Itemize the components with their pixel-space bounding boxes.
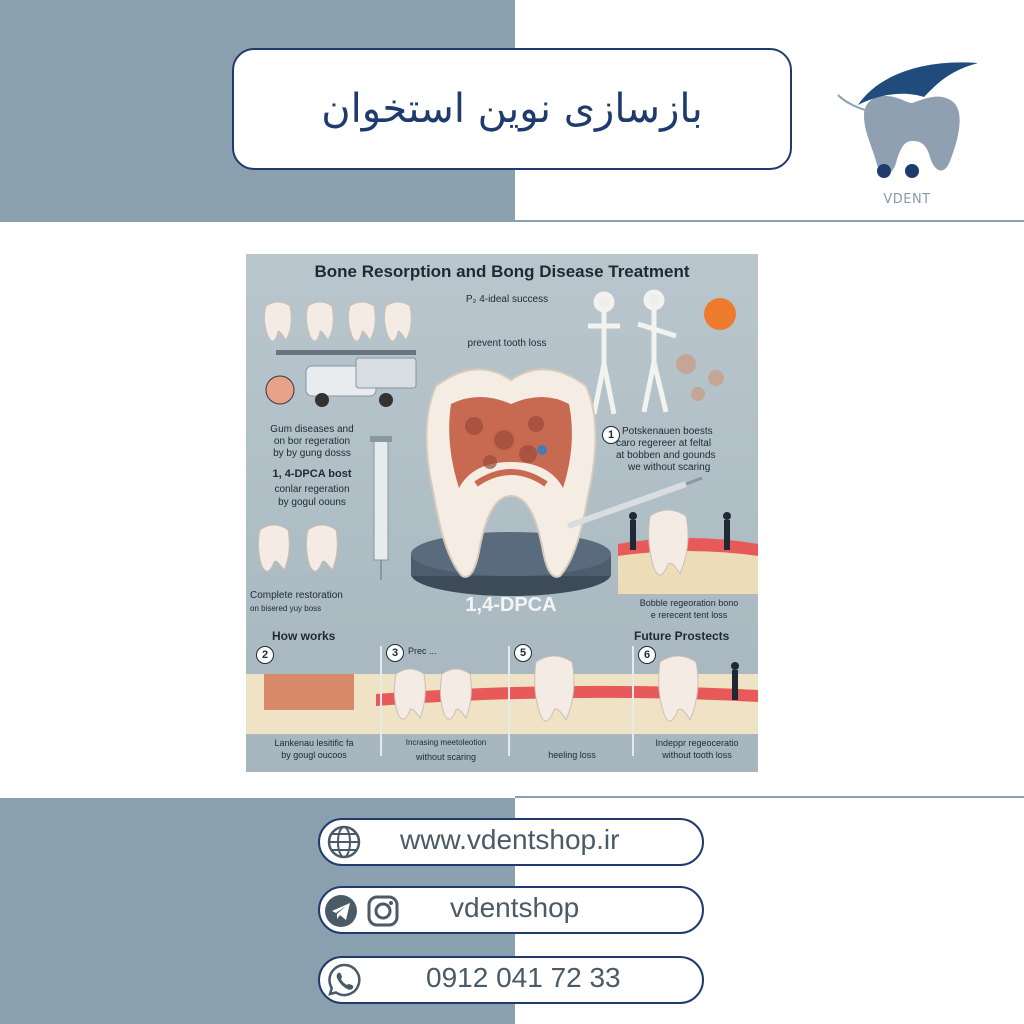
infographic xyxy=(246,254,758,772)
whatsapp-icon[interactable] xyxy=(326,962,362,998)
page-title: بازسازی نوین استخوان xyxy=(321,86,703,132)
label-left-1a: Gum diseases and xyxy=(270,424,354,435)
label-left-3a: Complete restoration xyxy=(250,590,343,601)
label-right-2a: Bobble regeoration bono xyxy=(639,598,739,608)
title-box xyxy=(232,48,792,170)
social-handle[interactable]: vdentshop xyxy=(450,892,580,923)
label-bottom-2b: without scaring xyxy=(415,752,477,762)
label-left-3b: on bisered yuy boss xyxy=(250,604,322,613)
vdent-logo-icon xyxy=(828,45,988,215)
step-badge-6: 6 xyxy=(638,646,656,664)
how-works-heading: How works xyxy=(272,629,336,643)
label-left-1b: on bor regeration xyxy=(273,436,351,447)
pedestal-label: 1,4-DPCA xyxy=(465,594,557,616)
label-left-2a: 1, 4-DPCA bost xyxy=(272,468,352,480)
label-right-2b: e rerecent tent loss xyxy=(650,610,728,620)
label-bottom-1b: by gougl oucoos xyxy=(281,750,347,760)
infographic-title: Bone Resorption and Bong Disease Treatment xyxy=(314,262,690,281)
website-link[interactable]: www.vdentshop.ir xyxy=(400,824,620,855)
step-badge-5: 5 xyxy=(514,644,532,662)
label-right-1b: caro regereer at feltal xyxy=(616,438,712,449)
footer-divider xyxy=(515,796,1024,798)
label-right-1a: Potskenauen boests xyxy=(622,426,713,437)
brand-name: VDENT xyxy=(883,192,931,207)
label-bottom-4b: without tooth loss xyxy=(662,750,732,760)
label-bottom-4a: Indeppr regeoceratio xyxy=(655,738,739,748)
instagram-icon[interactable] xyxy=(366,894,400,928)
pre-label: Prec ... xyxy=(408,646,437,656)
label-bottom-1a: Lankenau lesitific fa xyxy=(274,738,354,748)
phone-number[interactable]: 0912 041 72 33 xyxy=(426,962,621,993)
label-bottom-2a: Incrasing meetoleotion xyxy=(405,738,487,747)
step-badge-3: 3 xyxy=(386,644,404,662)
label-right-1c: at bobben and gounds xyxy=(616,450,716,461)
step-badge-2: 2 xyxy=(256,646,274,664)
telegram-icon[interactable] xyxy=(324,894,358,928)
globe-icon xyxy=(326,824,362,860)
label-left-2c: by gogul oouns xyxy=(278,497,346,508)
header-divider xyxy=(515,220,1024,222)
future-heading: Future Prostects xyxy=(634,629,730,643)
step-badge-1: 1 xyxy=(602,426,620,444)
label-bottom-3: heeling loss xyxy=(548,750,596,760)
infographic-art xyxy=(246,254,758,772)
label-top-center-1: P₂ 4-ideal success xyxy=(465,294,549,305)
label-left-2b: conlar regeration xyxy=(274,484,350,495)
label-left-1c: by by gung dosss xyxy=(273,448,351,459)
label-right-1d: we without scaring xyxy=(628,462,711,473)
label-top-center-2: prevent tooth loss xyxy=(467,338,547,349)
